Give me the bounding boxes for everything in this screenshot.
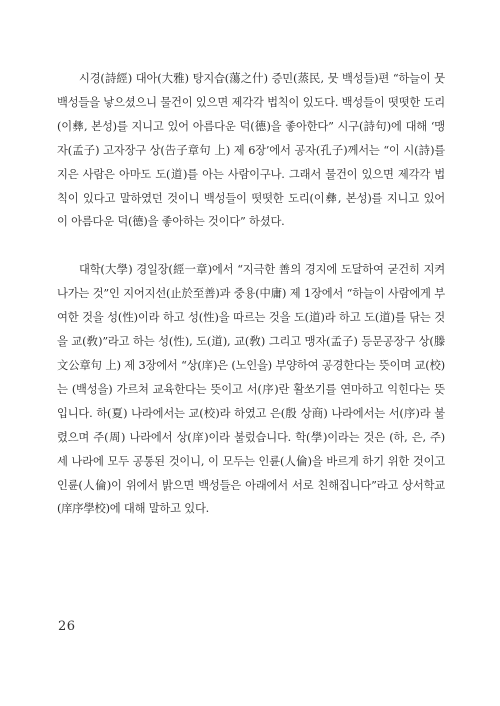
paragraph-daehak: 대학(大學) 경일장(經一章)에서 “지극한 善의 경지에 도달하여 굳건히 지켜 나가는 것”인 지어지선(止於至善)과 중용(中庸) 제 1장에서 “하늘이 사람에게 부여한 것을 성(性)이라 하고 성(性)을 따르는 것을 도(道)라 하고 도(道)를 닦는 것을 교(敎)”라고 하는 성(性), 도(道), 교(敎) 그리고 맹자(孟子) 등문공장구 상(滕文公章句 上) 제 3장에서 “상(庠)은 (노인을) 부양하여 공경한다는 뜻이며 교(校)는 (백성을) 가르쳐 교육한다는 뜻이고 서(序)란 활쏘기를 연마하고 익힌다는 뜻입니다. 하(夏) 나라에서는 교(校)라 하였고 은(殷 상商) 나라에서는 서(序)라 불렸으며 주(周) 나라에서 상(庠)이라 불렀습니다. 학(學)이라는 것은 (하, 은, 주) 세 나라에 모두 공통된 것이니, 이 모두는 인륜(人倫)을 바르게 하기 위한 것이고 인륜(人倫)이 위에서 밝으면 백성들은 아래에서 서로 친해집니다”라고 상서학교(庠序學校)에 대해 말하고 있다. [57,263,445,516]
page-number: 26 [58,619,76,634]
paragraph-shijing: 시경(詩經) 대아(大雅) 탕지습(蕩之什) 증민(蒸民, 뭇 백성들)편 “하늘이 뭇 백성들을 낳으셨으니 물건이 있으면 제각각 법칙이 있도다. 백성들이 떳떳한 도리(이彝, 본성)를 지니고 있어 아름다운 덕(德)을 좋아한다” 시구(詩句)에 대해 ‘맹자(孟子) 고자장구 상(告子章句 上) 제 6장’에서 공자(孔子)께서는 “이 시(詩)를 지은 사람은 아마도 도(道)를 아는 사람이구나. 그래서 물건이 있으면 제각각 법칙이 있다고 말하였던 것이니 백성들이 떳떳한 도리(이彝, 본성)를 지니고 있어 이 아름다운 덕(德)을 좋아하는 것이다” 하셨다. [57,72,445,229]
body-text [57,67,445,521]
